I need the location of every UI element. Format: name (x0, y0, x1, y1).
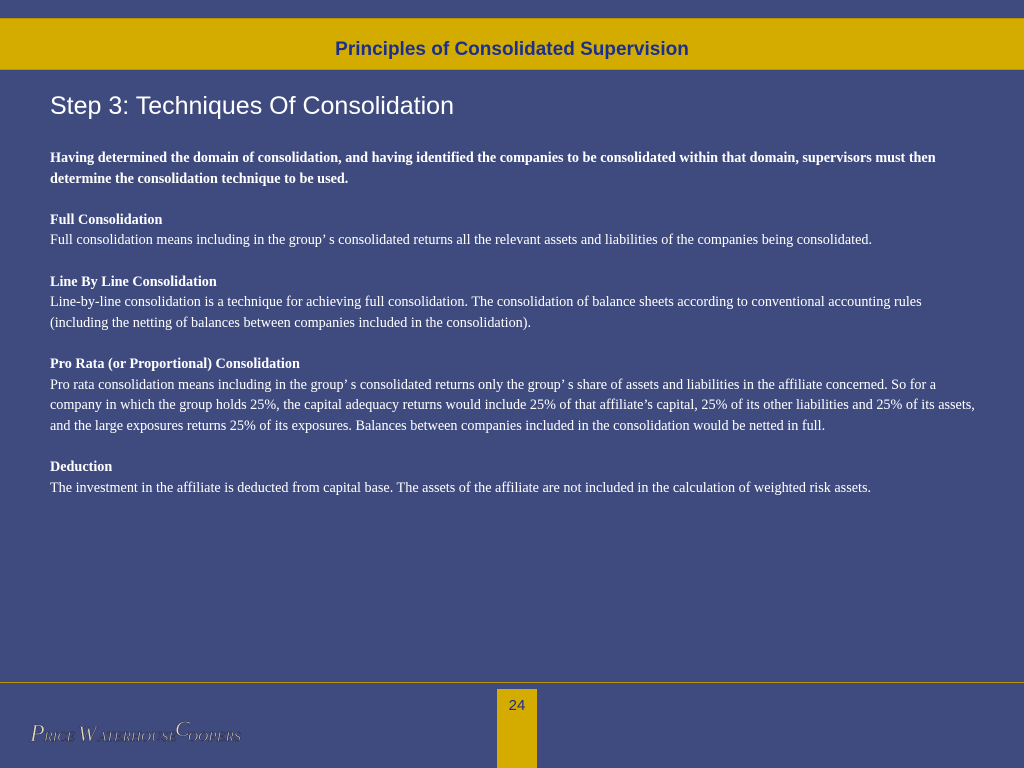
section-heading: Deduction (50, 458, 113, 475)
page-number: 24 (508, 697, 526, 714)
pwc-logo (28, 714, 241, 748)
section-deduction (50, 457, 980, 498)
page-number-box (497, 689, 537, 768)
svg-text:RICE: RICE (44, 730, 76, 745)
section-text: Pro rata consolidation means including in the group’ s consolidated returns only the group’ s share of assets and liabilities in the affiliate concerned. So for a company in which the group holds 25%, the capital adequacy returns would include 25% of that affiliate’s capital, 25% of its other liabilities and 25% of its assets, and the large exposures returns 25% of its exposures. Balances between companies included in the consolidation would be netted in full. (50, 376, 975, 434)
footer-divider (0, 682, 1024, 683)
section-text: Line-by-line consolidation is a technique for achieving full consolidation. The consolidation of balance sheets according to conventional accounting rules (including the netting of balances between companies included in the consolidation). (50, 294, 922, 331)
intro-paragraph: Having determined the domain of consolidation, and having identified the companies to be consolidated within that domain, supervisors must then determine the consolidation technique to be used. (50, 150, 936, 187)
svg-text:OOPERS: OOPERS (188, 730, 241, 745)
section-heading: Line By Line Consolidation (50, 273, 217, 290)
svg-text:ATERHOUSE: ATERHOUSE (98, 730, 177, 745)
header-band (0, 18, 1024, 70)
svg-text:C: C (175, 716, 190, 741)
section-text: The investment in the affiliate is deducted from capital base. The assets of the affiliate are not included in the calculation of weighted risk assets. (50, 479, 872, 496)
slide-body (50, 148, 980, 519)
slide-header-title: Principles of Consolidated Supervision (335, 39, 689, 60)
section-heading: Full Consolidation (50, 211, 163, 228)
section-text: Full consolidation means including in the group’ s consolidated returns all the relevant assets and liabilities of the companies being consolidated. (50, 232, 873, 249)
svg-text:W: W (78, 721, 97, 746)
page-title: Step 3: Techniques Of Consolidation (50, 92, 454, 120)
section-full-consolidation (50, 210, 980, 251)
section-line-by-line (50, 272, 980, 334)
section-heading: Pro Rata (or Proportional) Consolidation (50, 355, 300, 372)
section-pro-rata (50, 354, 980, 436)
svg-text:P: P (30, 721, 45, 747)
